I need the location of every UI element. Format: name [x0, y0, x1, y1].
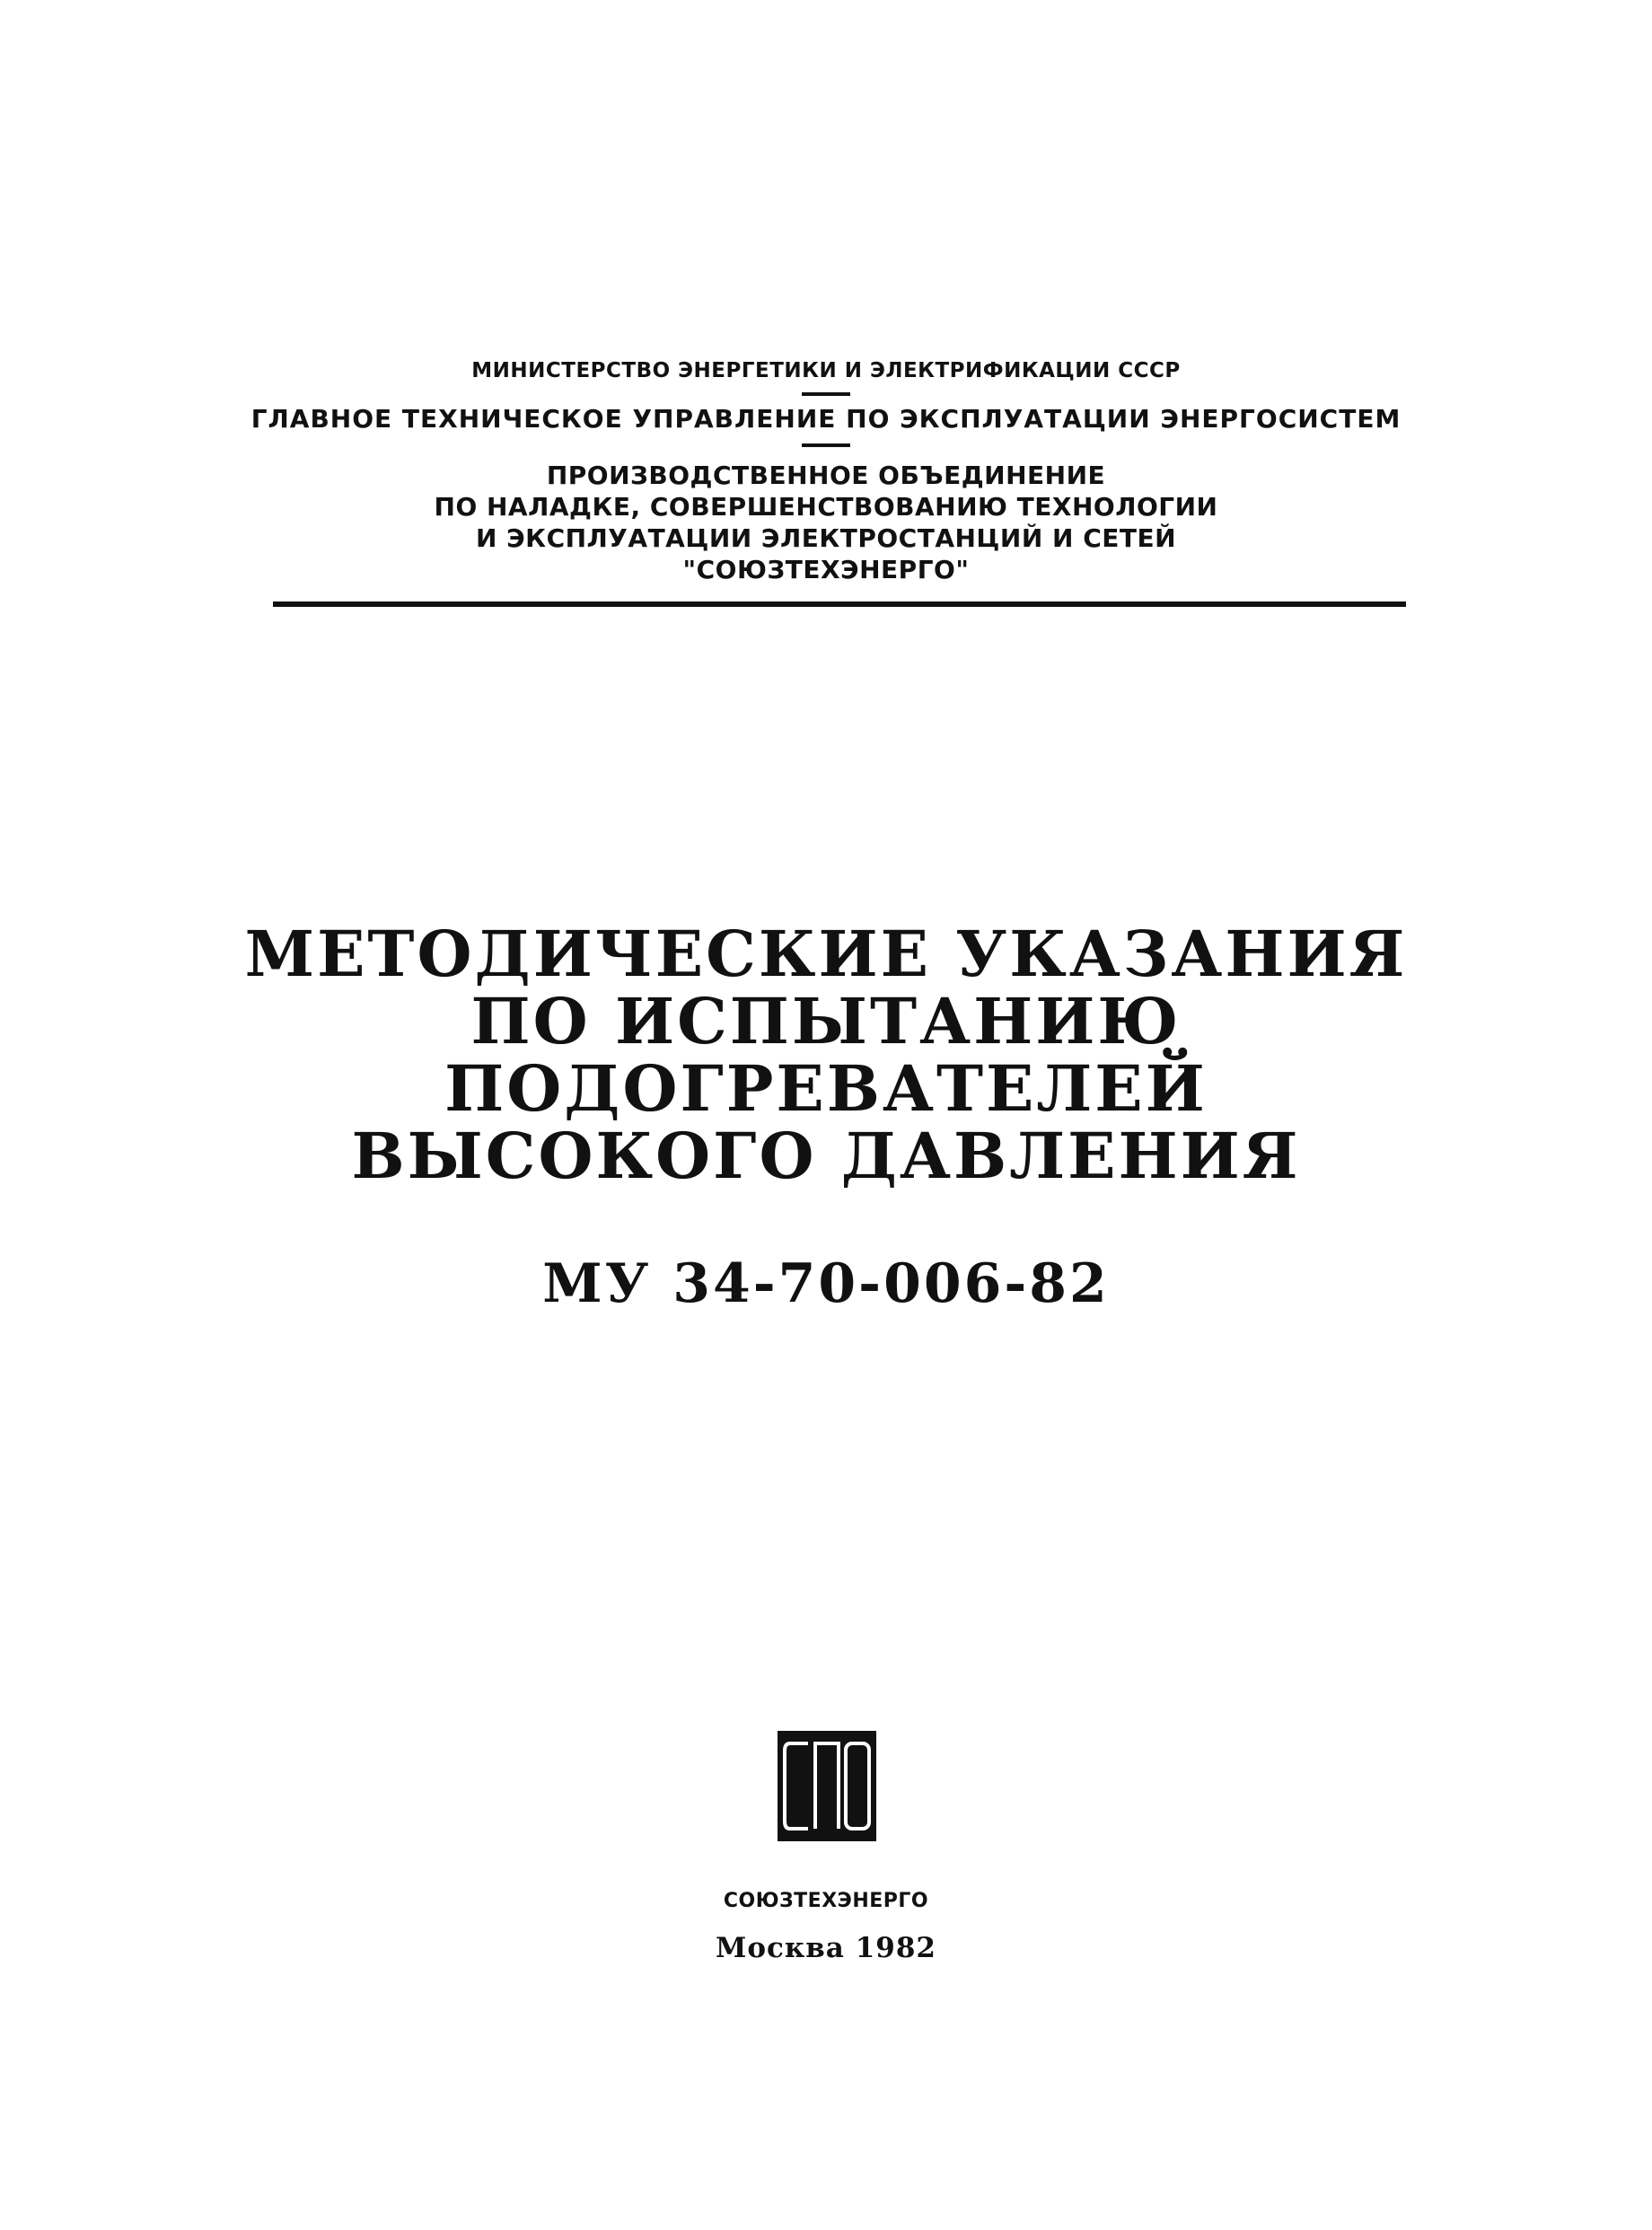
main-directorate-name: ГЛАВНОЕ ТЕХНИЧЕСКОЕ УПРАВЛЕНИЕ ПО ЭКСПЛУАТАЦИИ ЭНЕРГОСИСТЕМ — [250, 404, 1402, 434]
association-line: ПО НАЛАДКЕ, СОВЕРШЕНСТВОВАНИЮ ТЕХНОЛОГИИ — [434, 492, 1218, 522]
association-line: ПРОИЗВОДСТВЕННОЕ ОБЪЕДИНЕНИЕ — [546, 461, 1106, 490]
title-line: ВЫСОКОГО ДАВЛЕНИЯ — [351, 1119, 1301, 1193]
title-line: ПОДОГРЕВАТЕЛЕЙ — [444, 1051, 1208, 1126]
header-divider-1 — [802, 392, 850, 396]
publisher-name: СОЮЗТЕХЭНЕРГО — [723, 1890, 929, 1912]
association-line: "СОЮЗТЕХЭНЕРГО" — [682, 555, 970, 584]
association-line: И ЭКСПЛУАТАЦИИ ЭЛЕКТРОСТАНЦИЙ И СЕТЕЙ — [475, 523, 1177, 553]
ministry-name: МИНИСТЕРСТВО ЭНЕРГЕТИКИ И ЭЛЕКТРИФИКАЦИИ СССР — [471, 359, 1181, 382]
title-line: ПО ИСПЫТАНИЮ — [470, 984, 1182, 1058]
association-name — [0, 460, 1652, 585]
title-line: МЕТОДИЧЕСКИЕ УКАЗАНИЯ — [244, 917, 1408, 991]
document-title — [0, 917, 1652, 1193]
document-code: МУ 34-70-006-82 — [542, 1252, 1110, 1315]
city-year: Москва 1982 — [716, 1932, 936, 1964]
header-bottom-rule — [273, 601, 1406, 607]
publisher-logo — [778, 1731, 876, 1841]
header-divider-2 — [802, 443, 850, 447]
